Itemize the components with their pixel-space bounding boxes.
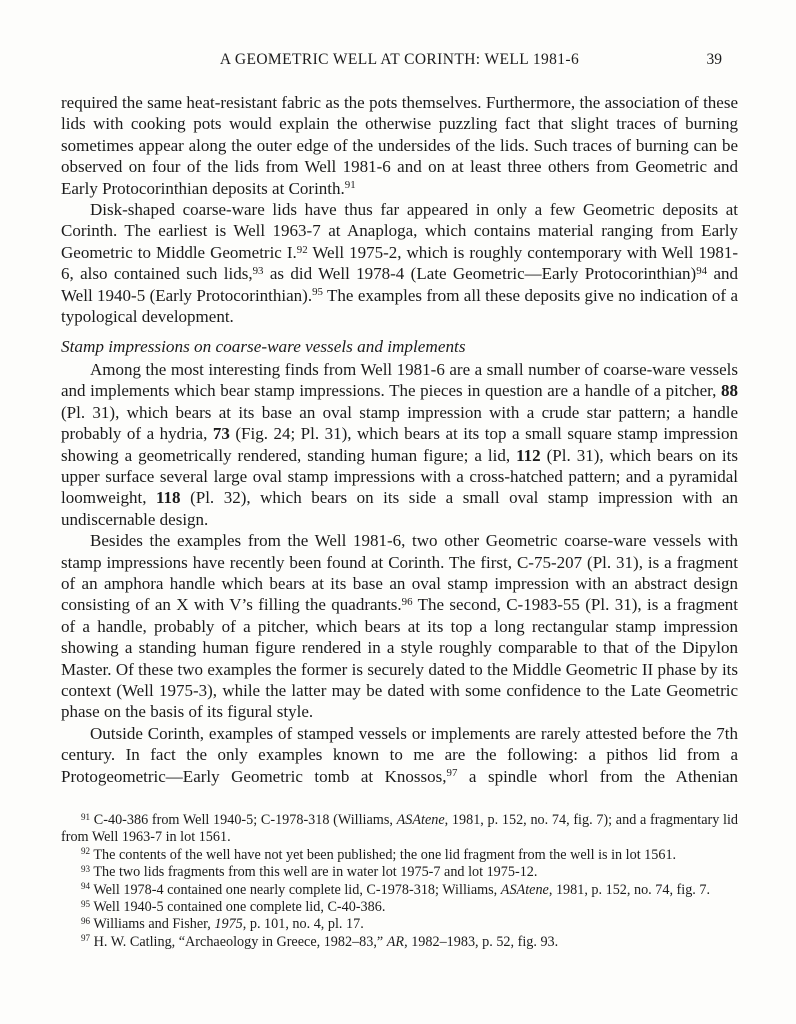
text-segment: (Pl. 31), which bears on its upper surface several large oval stamp impressions with a cross-hatched pattern; and a pyramidal loomweight, <box>61 445 738 508</box>
footnote-reference: 91 <box>344 179 356 192</box>
text-segment: C-40-386 from Well 1940-5; C-1978-318 (Williams, <box>93 812 397 828</box>
text-segment: 118 <box>156 488 181 508</box>
text-segment: Besides the examples from the Well 1981-6, two other Geometric coarse-ware vessels with stamp impressions have recently been found at Corinth. The first, C-75-207 (Pl. 31), is a fragment of an amphora handle which bears at its base an oval stamp impression with an abstract design consisting of an X with V’s filling the quadrants. <box>61 531 738 615</box>
footnote-number: 97 <box>81 933 91 944</box>
footnote-reference: 92 <box>296 243 308 256</box>
text-segment: (Fig. 24; Pl. 31), which bears at its top a small square stamp impression showing a geometrically rendered, standing human figure; a lid, <box>61 424 738 465</box>
footnote-number: 91 <box>81 811 91 822</box>
page-number: 39 <box>706 51 722 68</box>
text-segment: The contents of the well have not yet been published; the one lid fragment from the well is in lot 1561. <box>93 846 677 863</box>
footnotes <box>61 812 738 951</box>
text-segment: , 1981, p. 152, no. 74, fig. 7. <box>548 881 711 898</box>
text-segment: 112 <box>516 445 541 465</box>
footnote-reference: 97 <box>446 767 458 780</box>
footnote <box>61 847 738 864</box>
footnote <box>61 916 738 933</box>
footnote <box>61 934 738 951</box>
text-segment: 73 <box>212 424 230 444</box>
running-head <box>61 51 738 71</box>
text-segment: required the same heat-resistant fabric as the pots themselves. Furthermore, the association of these lids with cooking pots would explain the otherwise puzzling fact that slight traces of burning sometimes appear along the outer edge of the undersides of the lids. Such traces of burning can be observed on four of the lids from Well 1981-6 and on at least three others from Geometric and Early Protocorinthian deposits at Corinth. <box>61 93 738 198</box>
footnote-reference: 95 <box>312 286 323 299</box>
body-paragraph <box>61 359 738 530</box>
text-segment: (Pl. 32), which bears on its side a small oval stamp impression with an undiscernable design. <box>61 488 738 529</box>
text-segment: Well 1975-2, which is roughly contemporary with Well 1981-6, also contained such lids, <box>61 242 738 284</box>
footnote-number: 94 <box>81 881 91 892</box>
footnote-number: 95 <box>81 898 91 909</box>
text-segment: ASAtene <box>396 812 445 828</box>
text-segment: and Well 1940-5 (Early Protocorinthian). <box>61 264 738 305</box>
section-heading: Stamp impressions on coarse-ware vessels and implements <box>61 337 466 357</box>
footnote-number: 93 <box>81 863 91 874</box>
text-segment: 1975 <box>214 916 243 933</box>
footnote-reference: 96 <box>401 596 413 609</box>
text-segment: The examples from all these deposits give no indication of a typological development. <box>61 285 738 327</box>
text-segment: , 1982–1983, p. 52, fig. 93. <box>404 933 559 950</box>
footnote-number: 92 <box>81 846 91 857</box>
text-segment: The two lids fragments from this well are in water lot 1975-7 and lot 1975-12. <box>93 864 538 881</box>
text-segment: 88 <box>721 381 738 401</box>
body-paragraph <box>61 530 738 723</box>
body-paragraph <box>61 723 738 787</box>
text-segment: a spindle whorl from the Athenian <box>457 766 738 786</box>
text-segment: Well 1978-4 contained one nearly complete lid, C-1978-318; Williams, <box>93 881 501 898</box>
page-title: A GEOMETRIC WELL AT CORINTH: WELL 1981-6 <box>219 51 580 68</box>
footnote <box>61 882 738 899</box>
body-paragraph <box>61 199 738 327</box>
footnote-reference: 93 <box>252 265 264 278</box>
text-segment: as did Well 1978-4 (Late Geometric—Early Protocorinthian) <box>263 264 697 284</box>
text-segment: ASAtene <box>500 881 549 898</box>
text-segment: Disk-shaped coarse-ware lids have thus far appeared in only a few Geometric deposits at Corinth. The earliest is Well 1963-7 at Anaploga, which contains material ranging from Early Geometric to Middle Geometric I. <box>61 200 738 262</box>
text-segment: H. W. Catling, “Archaeology in Greece, 1982–83,” <box>93 933 387 950</box>
text-segment: , 1981, p. 152, no. 74, fig. 7); and a fragmentary lid from Well 1963-7 in lot 1561. <box>61 812 739 846</box>
footnote-reference: 94 <box>696 265 708 278</box>
text-segment: Outside Corinth, examples of stamped vessels or implements are rarely attested before the 7th century. In fact the only examples known to me are the following: a pithos lid from a Protogeometric—Early Geometric tomb at Knossos, <box>61 723 738 786</box>
footnote <box>61 899 738 916</box>
text-segment: , p. 101, no. 4, pl. 17. <box>242 916 364 933</box>
text-segment: AR <box>386 933 405 950</box>
text-segment: (Pl. 31), which bears at its base an oval stamp impression with a crude star pattern; a handle probably of a hydria, <box>61 402 738 444</box>
text-segment: Well 1940-5 contained one complete lid, C-40-386. <box>93 899 386 916</box>
footnote <box>61 864 738 881</box>
footnote <box>61 812 738 847</box>
text-segment: The second, C-1983-55 (Pl. 31), is a fragment of a handle, probably of a pitcher, which bears at its top a long rectangular stamp impression showing a standing human figure rendered in a style roughly comparable to that of the Dipylon Master. Of these two examples the former is securely dated to the Middle Geometric II phase by its context (Well 1975-3), while the latter may be dated with some confidence to the Late Geometric phase on the basis of its figural style. <box>61 595 739 722</box>
text-column <box>61 92 738 787</box>
footnote-number: 96 <box>81 916 91 927</box>
text-segment: Williams and Fisher, <box>93 916 215 933</box>
body-paragraph <box>61 92 738 199</box>
text-segment: Among the most interesting finds from Well 1981-6 are a small number of coarse-ware vessels and implements which bear stamp impressions. The pieces in question are a handle of a pitcher, <box>61 359 738 401</box>
